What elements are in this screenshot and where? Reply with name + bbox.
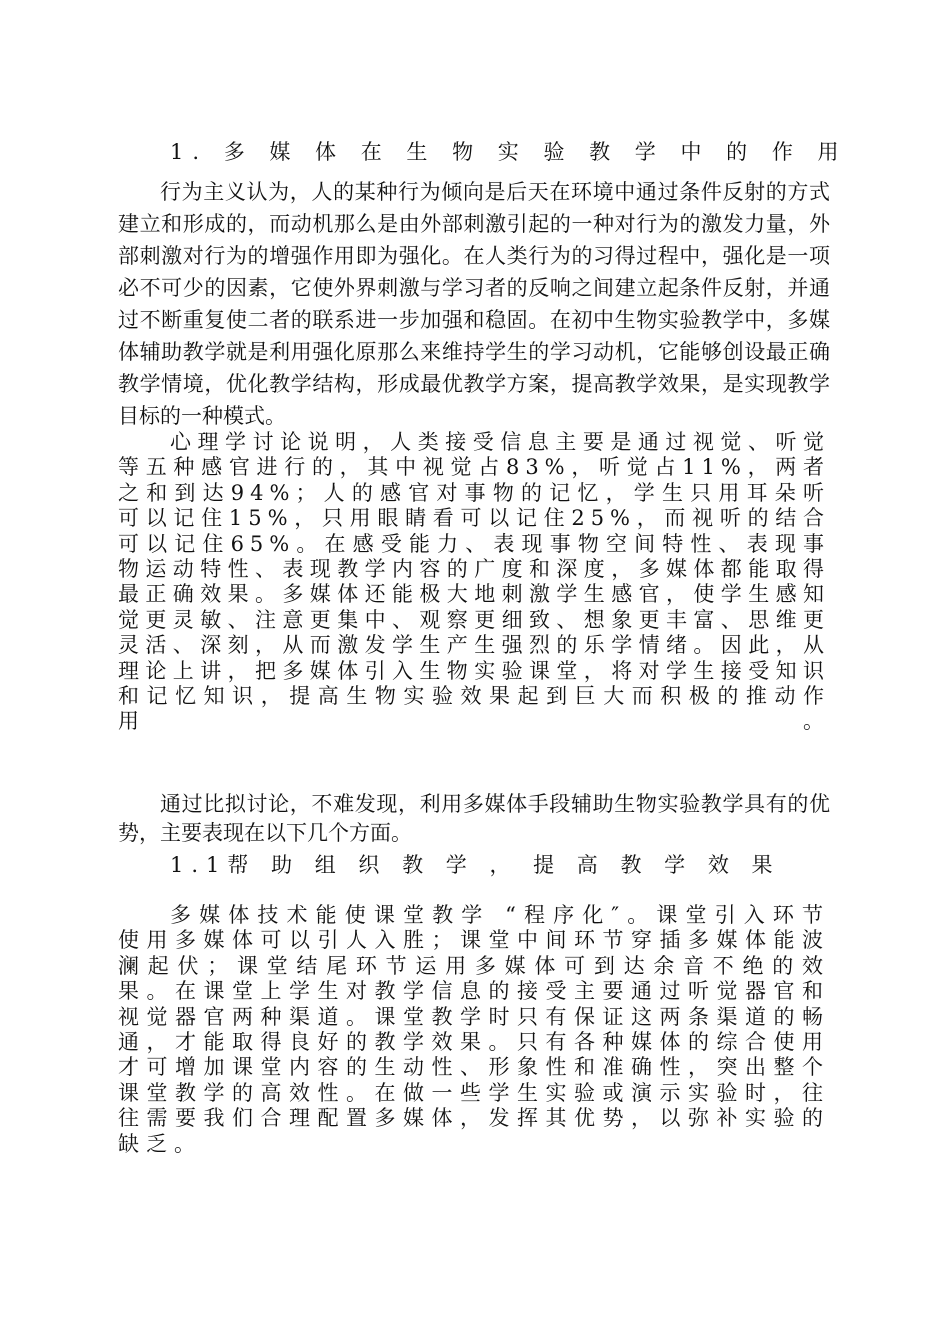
section-heading-1: 1. 多 媒 体 在 生 物 实 验 教 学 中 的 作 用 <box>170 140 848 164</box>
paragraph-behaviorism: 行为主义认为，人的某种行为倾向是后天在环境中通过条件反射的方式建立和形成的，而动机那么是由外部刺激引起的一种对行为的激发力量，外部刺激对行为的增强作用即为强化。在人类行为的习得过程中，强化是一项必不可少的因素，它使外界刺激与学习者的反响之间建立起条件反射，并通过不断重复使二者的联系进一步加强和稳固。在初中生物实验教学中，多媒体辅助教学就是利用强化原那么来维持学生的学习动机，它能够创设最正确教学情境，优化教学结构，形成最优教学方案，提高教学效果，是实现教学目标的一种模式。 <box>118 180 830 428</box>
section-heading-1-1: 1.1帮 助 组 织 教 学 ， 提 高 教 学 效 果 <box>170 853 781 877</box>
paragraph-organize-teaching: 多媒体技术能使课堂教学 “程序化″。课堂引入环节使用多媒体可以引人入胜；课堂中间环节穿插多媒体能波澜起伏；课堂结尾环节运用多媒体可到达余音不绝的效果。在课堂上学生对教学信息的接受主要通过听觉器官和视觉器官两种渠道。课堂教学时只有保证这两条渠道的畅通，才能取得良好的教学效果。只有各种媒体的综合使用才可增加课堂内容的生动性、形象性和准确性，突出整个课堂教学的高效性。在做一些学生实验或演示实验时，往往需要我们合理配置多媒体，发挥其优势，以弥补实验的缺乏。 <box>118 903 830 1156</box>
paragraph-psychology-research: 心理学讨论说明，人类接受信息主要是通过视觉、听觉等五种感官进行的，其中视觉占83%，听觉占11%，两者之和到达94%；人的感官对事物的记忆，学生只用耳朵听可以记住15%，只用眼睛看可以记住25%，而视听的结合可以记住65%。在感受能力、表现事物空间特性、表现事物运动特性、表现教学内容的广度和深度，多媒体都能取得最正确效果。多媒体还能极大地刺激学生感官，使学生感知觉更灵敏、注意更集中、观察更细致、想象更丰富、思维更灵活、深刻，从而激发学生产生强烈的乐学情绪。因此，从理论上讲，把多媒体引入生物实验课堂，将对学生接受知识和记忆知识，提高生物实验效果起到巨大而积极的推动作用。 <box>118 430 830 734</box>
paragraph-advantages-intro: 通过比拟讨论，不难发现，利用多媒体手段辅助生物实验教学具有的优势，主要表现在以下几个方面。 <box>118 792 830 845</box>
